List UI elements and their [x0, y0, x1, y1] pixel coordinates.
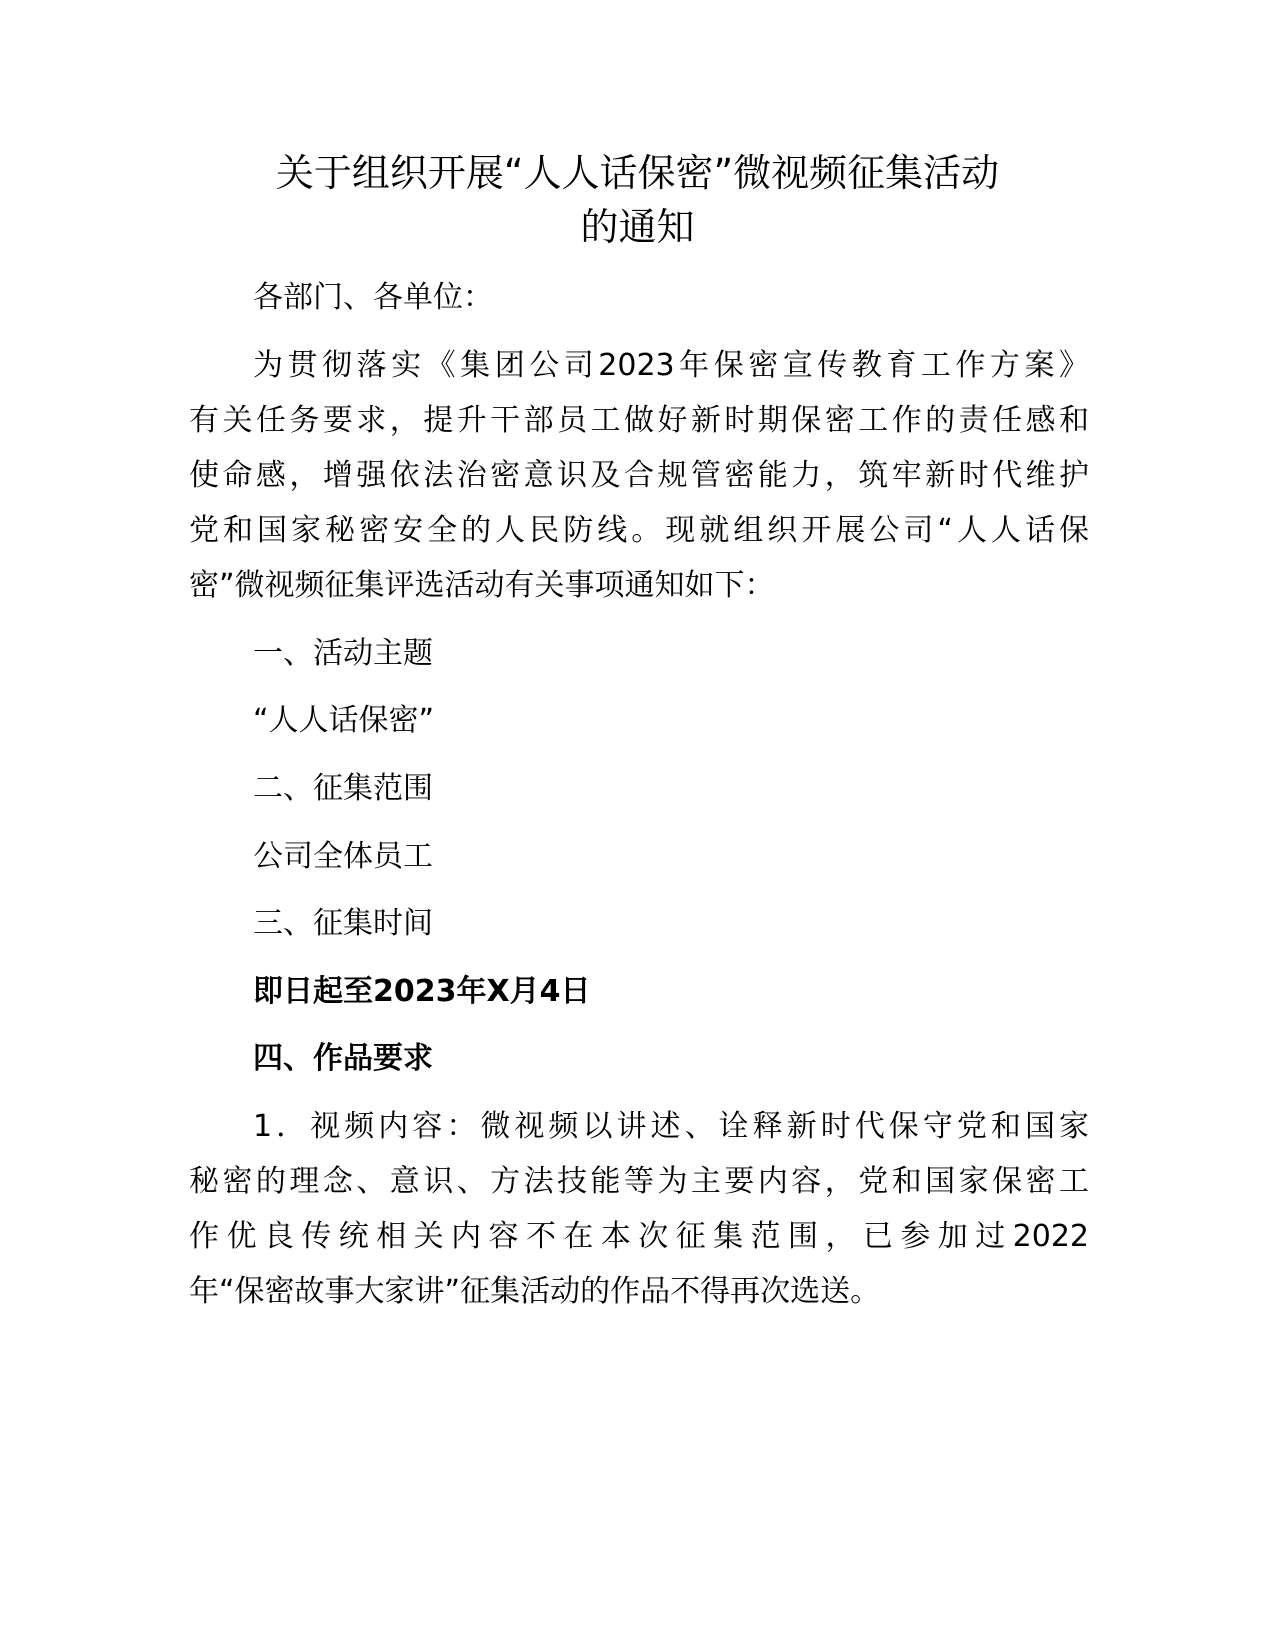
item-1-line-1: 1．视频内容：微视频以讲述、诠释新时代保守党和国家: [253, 1109, 1089, 1144]
intro-line-2: 有关任务要求，提升干部员工做好新时期保密工作的责任感和: [189, 403, 1089, 438]
title-line-2: 的通知: [580, 205, 695, 249]
section-2-heading: 二、征集范围: [253, 771, 433, 806]
item-1-line-3: 作优良传统相关内容不在本次征集范围，已参加过2022: [189, 1219, 1089, 1254]
document-title: [180, 146, 1095, 254]
section-3-heading: 三、征集时间: [253, 906, 433, 941]
item-1-line-4: 年“保密故事大家讲”征集活动的作品不得再次选送。: [189, 1274, 881, 1309]
item-1-line-2: 秘密的理念、意识、方法技能等为主要内容，党和国家保密工: [189, 1164, 1089, 1199]
title-line-1: 关于组织开展“人人话保密”微视频征集活动: [275, 151, 1000, 195]
section-4-heading: 四、作品要求: [253, 1041, 433, 1076]
intro-line-4: 党和国家秘密安全的人民防线。现就组织开展公司“人人话保: [189, 513, 1089, 548]
section-1-body: “人人话保密”: [253, 703, 435, 738]
section-3-body: 即日起至2023年X月4日: [253, 974, 591, 1009]
intro-line-1: 为贯彻落实《集团公司2023年保密宣传教育工作方案》: [253, 348, 1089, 383]
intro-line-5: 密”微视频征集评选活动有关事项通知如下：: [189, 568, 775, 603]
section-1-heading: 一、活动主题: [253, 636, 433, 671]
section-2-body: 公司全体员工: [253, 839, 433, 874]
salutation: 各部门、各单位：: [253, 280, 493, 315]
intro-line-3: 使命感，增强依法治密意识及合规管密能力，筑牢新时代维护: [189, 458, 1089, 493]
